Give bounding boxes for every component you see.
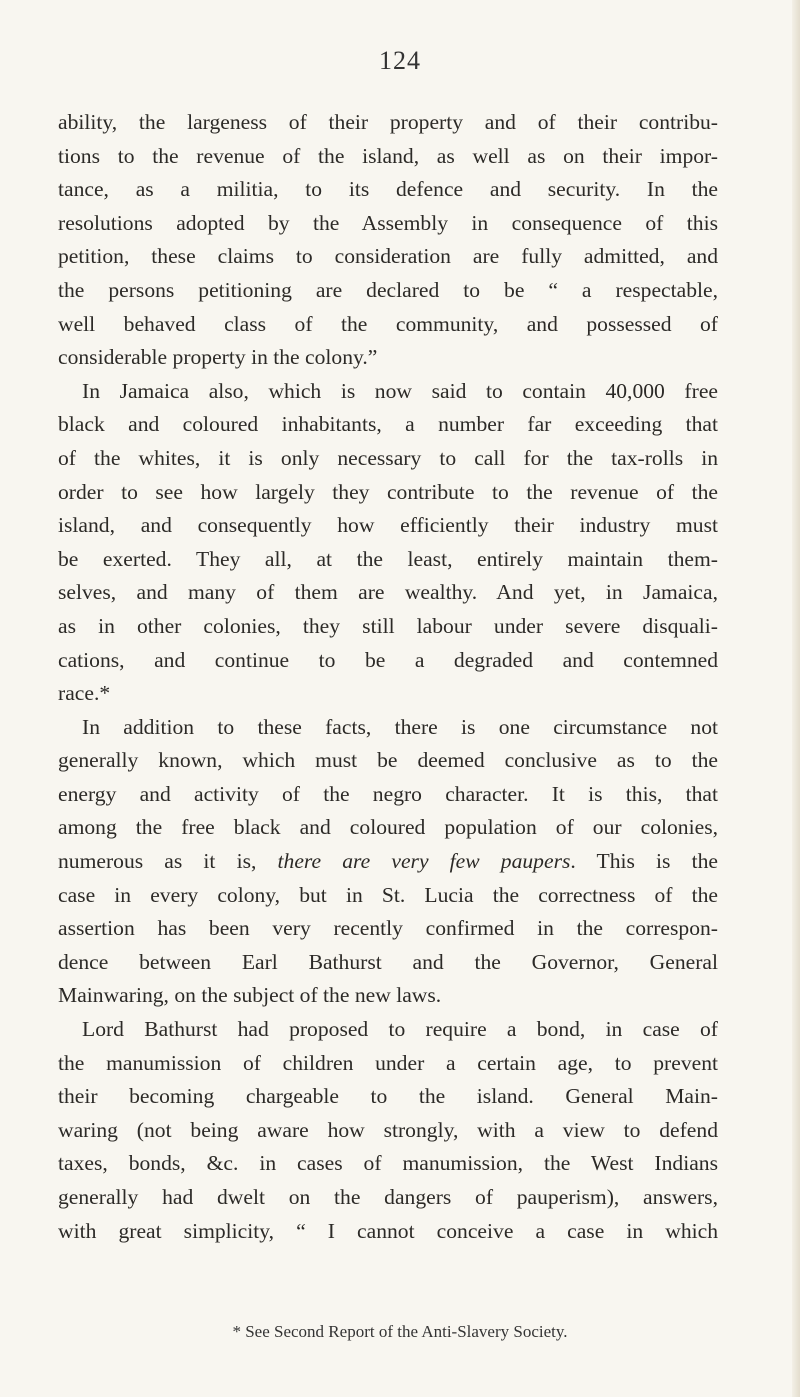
text-line: their becoming chargeable to the island. General Main- — [58, 1084, 718, 1109]
text-line: dence between Earl Bathurst and the Governor, General — [58, 949, 718, 974]
text-line: In Jamaica also, which is now said to contain 40,000 free — [82, 378, 718, 403]
text-line: as in other colonies, they still labour under severe disquali- — [58, 613, 718, 638]
text-line: be exerted. They all, at the least, entirely maintain them- — [58, 546, 718, 571]
text-line: the manumission of children under a certain age, to prevent — [58, 1050, 718, 1075]
text-line: assertion has been very recently confirmed in the correspon- — [58, 916, 718, 941]
text-line: Mainwaring, on the subject of the new laws. — [58, 983, 442, 1008]
text-line: the persons petitioning are declared to be “ a respectable, — [58, 277, 718, 302]
body-text — [58, 106, 718, 1248]
text-line: ability, the largeness of their property and of their contribu- — [58, 110, 718, 134]
text-line: generally known, which must be deemed conclusive as to the — [58, 748, 718, 773]
text-line: petition, these claims to consideration are fully admitted, and — [58, 244, 718, 269]
text-line: of the whites, it is only necessary to call for the tax-rolls in — [58, 445, 718, 470]
text-line: generally had dwelt on the dangers of pauperism), answers, — [58, 1185, 718, 1209]
text-line: In addition to these facts, there is one circumstance not — [82, 714, 718, 739]
text-line: waring (not being aware how strongly, with a view to defend — [58, 1117, 718, 1142]
text-line: well behaved class of the community, and possessed of — [58, 311, 718, 336]
emphasis-text: there are very few paupers — [277, 849, 571, 874]
text-line: with great simplicity, “ I cannot conceive a case in which — [58, 1218, 718, 1243]
text-line: island, and consequently how efficiently their industry must — [58, 513, 718, 538]
text-line: numerous as it is, there are very few paupers. This is the — [58, 849, 718, 874]
text-line: among the free black and coloured population of our colonies, — [58, 815, 718, 840]
page-number: 124 — [379, 46, 421, 75]
text-line: selves, and many of them are wealthy. And yet, in Jamaica, — [58, 580, 718, 605]
text-line: taxes, bonds, &c. in cases of manumission, the West Indians — [58, 1151, 718, 1176]
text-line: case in every colony, but in St. Lucia the correctness of the — [58, 882, 718, 907]
text-line: tance, as a militia, to its defence and security. In the — [58, 177, 718, 202]
text-line: considerable property in the colony.” — [58, 345, 378, 370]
text-line: tions to the revenue of the island, as well as on their impor- — [58, 143, 718, 168]
text-line: black and coloured inhabitants, a number far exceeding that — [58, 412, 718, 437]
text-line: race.* — [58, 681, 111, 706]
text-line: resolutions adopted by the Assembly in consequence of this — [58, 210, 718, 235]
footnote: * See Second Report of the Anti-Slavery Society. — [232, 1322, 568, 1341]
page-edge — [792, 0, 800, 1397]
text-line: cations, and continue to be a degraded and contemned — [58, 647, 718, 672]
text-line: Lord Bathurst had proposed to require a bond, in case of — [82, 1017, 718, 1042]
text-line: energy and activity of the negro character. It is this, that — [58, 781, 718, 806]
text-line: order to see how largely they contribute to the revenue of the — [58, 479, 718, 504]
